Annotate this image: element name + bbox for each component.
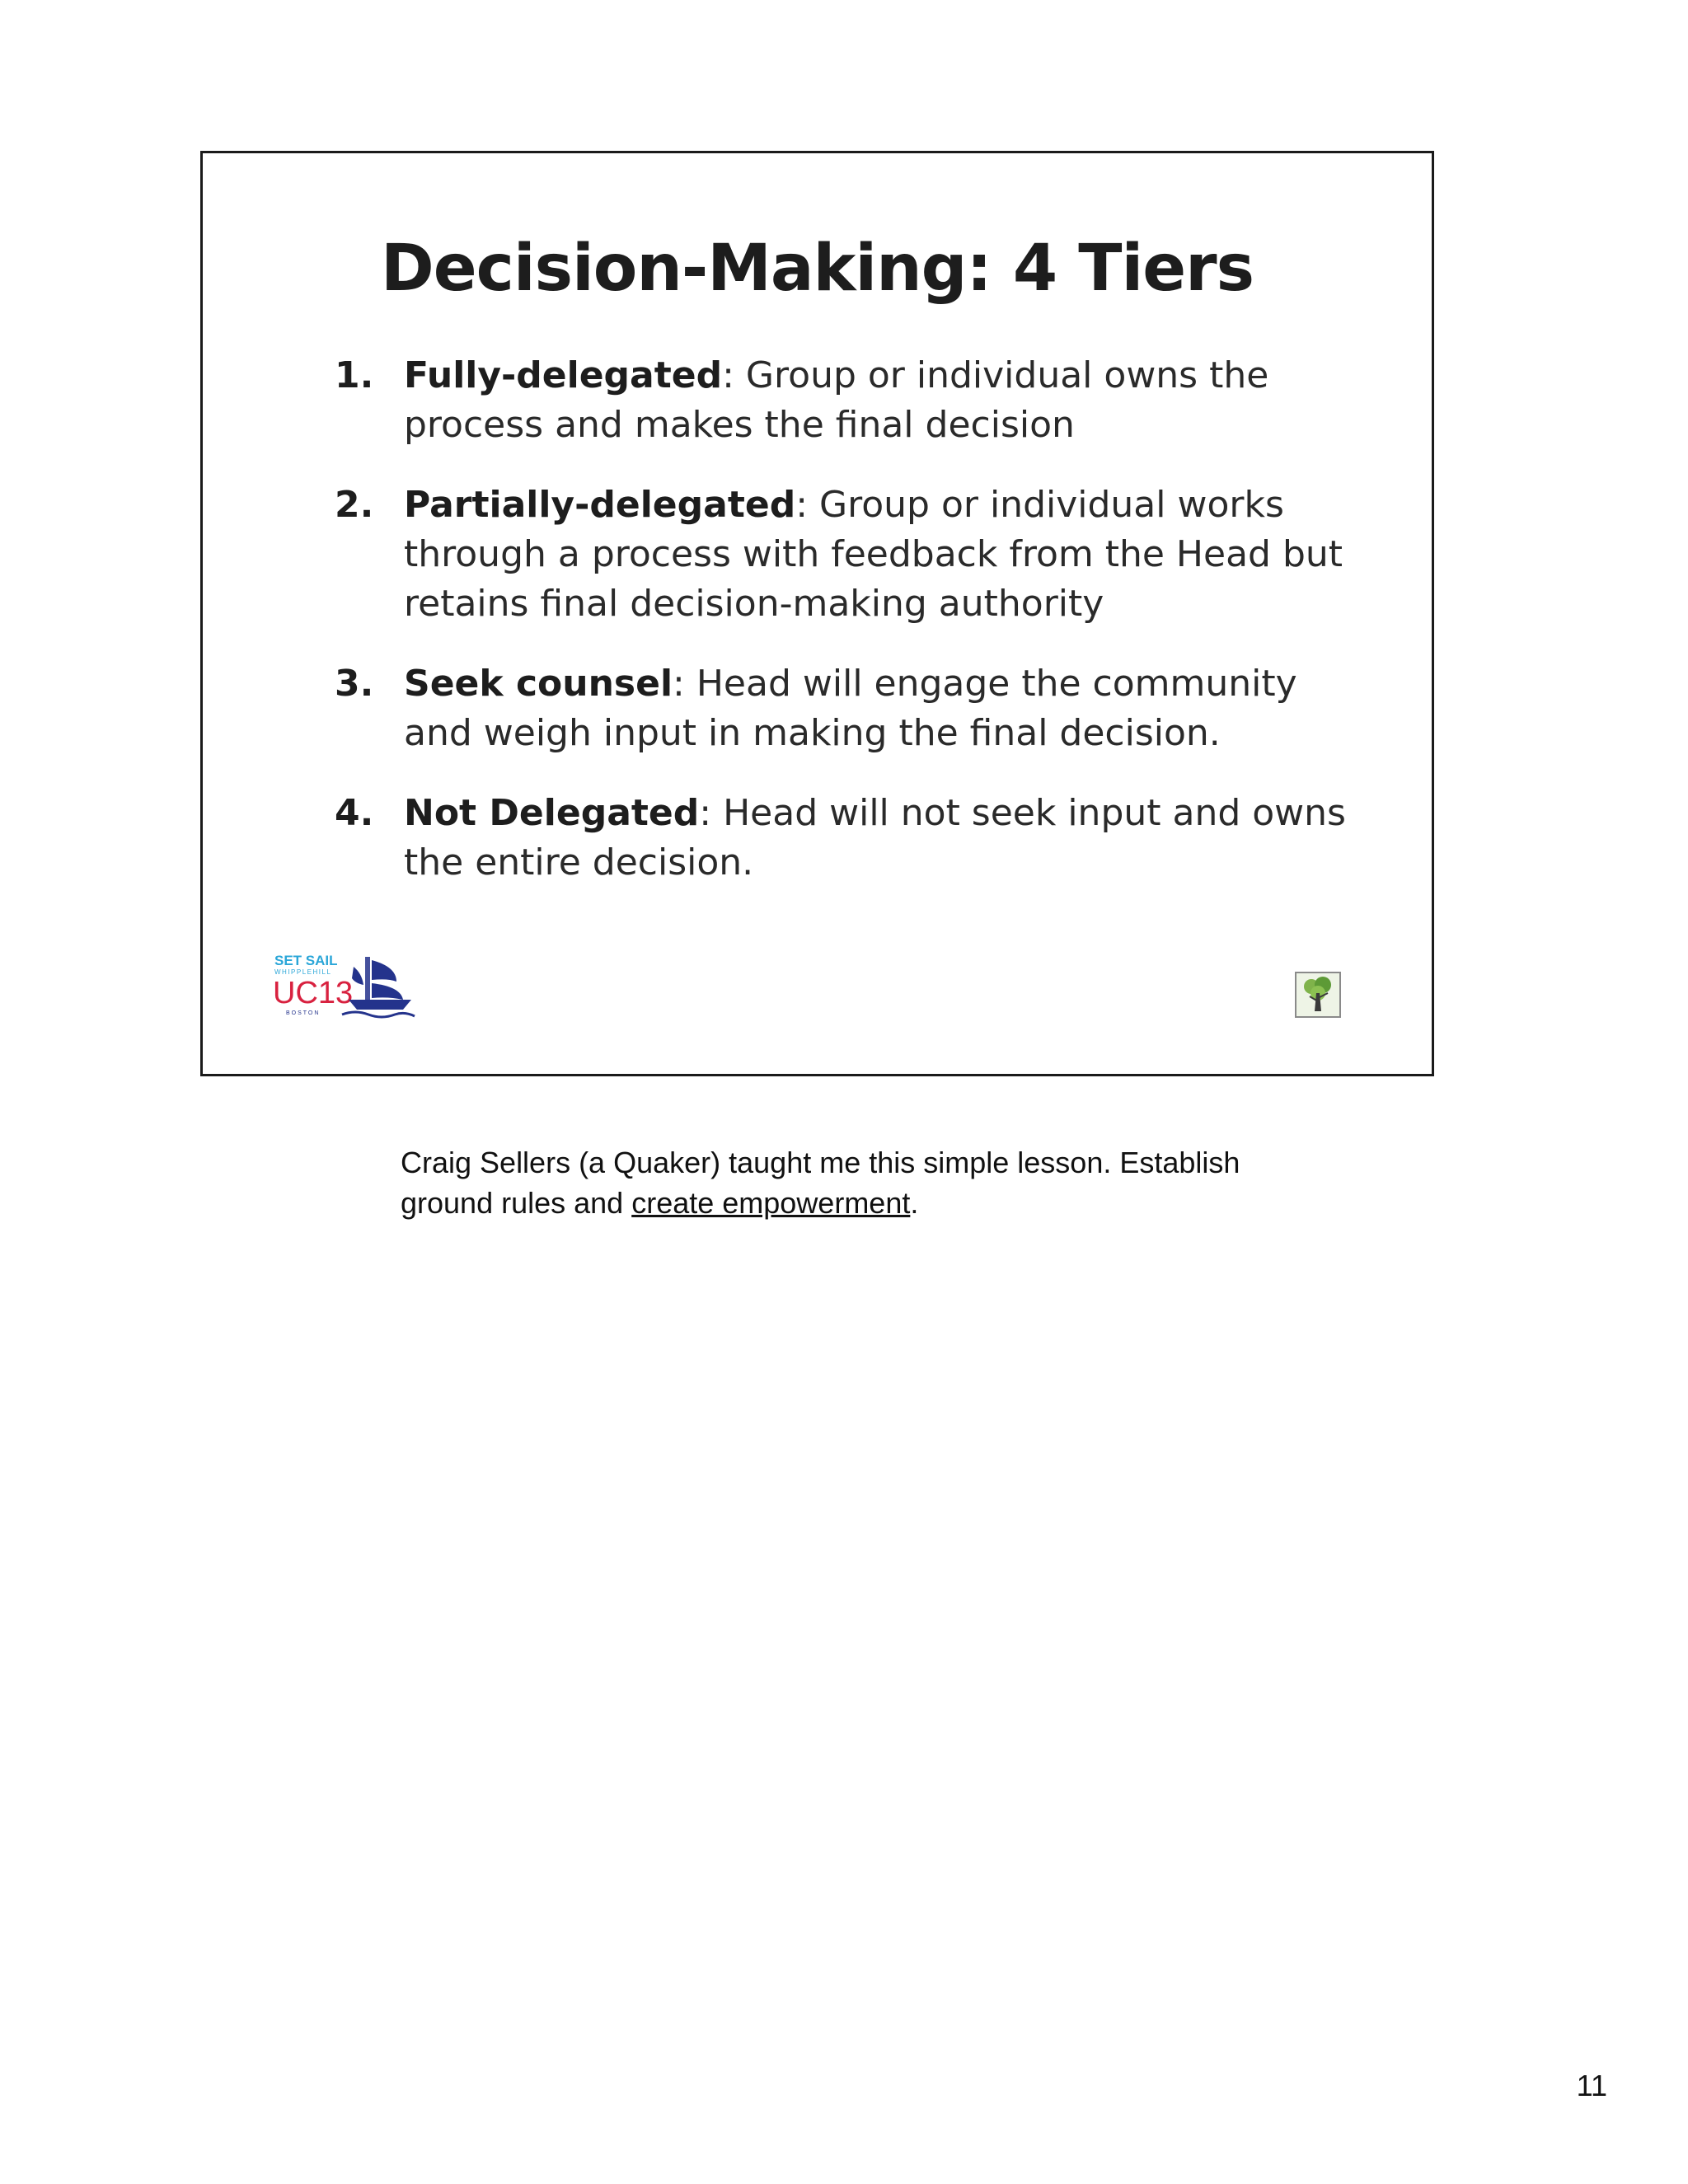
tier-text bbox=[404, 789, 1348, 888]
tier-text bbox=[404, 351, 1348, 450]
tier-list bbox=[335, 351, 1348, 918]
tier-term: Fully-delegated bbox=[404, 354, 723, 396]
tier-text bbox=[404, 659, 1348, 758]
tier-number: 4. bbox=[335, 792, 374, 834]
logo-uc13: UC13 bbox=[273, 976, 354, 1010]
page-number: 11 bbox=[1576, 2069, 1607, 2102]
tier-description: : Head will not seek input and owns the entire decision. bbox=[404, 792, 1346, 883]
notes-end: . bbox=[910, 1186, 919, 1220]
slide-frame bbox=[200, 151, 1434, 1076]
tier-number: 3. bbox=[335, 663, 374, 705]
uc13-logo bbox=[273, 949, 417, 1023]
tier-description: : Group or individual owns the process and makes the final decision bbox=[404, 354, 1269, 446]
tier-term: Partially-delegated bbox=[404, 484, 796, 526]
tier-description: : Group or individual works through a process with feedback from the Head but retains final decision-making authority bbox=[404, 484, 1343, 625]
create-empowerment-link[interactable]: create empowerment bbox=[631, 1186, 911, 1220]
speaker-notes bbox=[401, 1142, 1307, 1223]
tier-item-4 bbox=[335, 789, 1348, 888]
tier-term: Not Delegated bbox=[404, 792, 700, 834]
tier-text bbox=[404, 480, 1348, 629]
tier-item-1 bbox=[335, 351, 1348, 450]
tier-description: : Head will engage the community and weigh input in making the final decision. bbox=[404, 663, 1297, 754]
tree-icon bbox=[1295, 972, 1341, 1018]
slide-title: Decision-Making: 4 Tiers bbox=[380, 232, 1254, 306]
tier-number: 1. bbox=[335, 354, 374, 396]
tier-item-2 bbox=[335, 480, 1348, 629]
tier-item-3 bbox=[335, 659, 1348, 758]
notes-text: Craig Sellers (a Quaker) taught me this simple lesson. Establish ground rules and bbox=[401, 1146, 1240, 1220]
logo-boston: BOSTON bbox=[286, 1010, 321, 1016]
tier-number: 2. bbox=[335, 484, 374, 526]
logo-whipplehill: WHIPPLEHILL bbox=[274, 968, 332, 976]
ship-icon bbox=[342, 957, 415, 1017]
tier-term: Seek counsel bbox=[404, 663, 673, 705]
logo-set-sail: SET SAIL bbox=[274, 953, 338, 968]
